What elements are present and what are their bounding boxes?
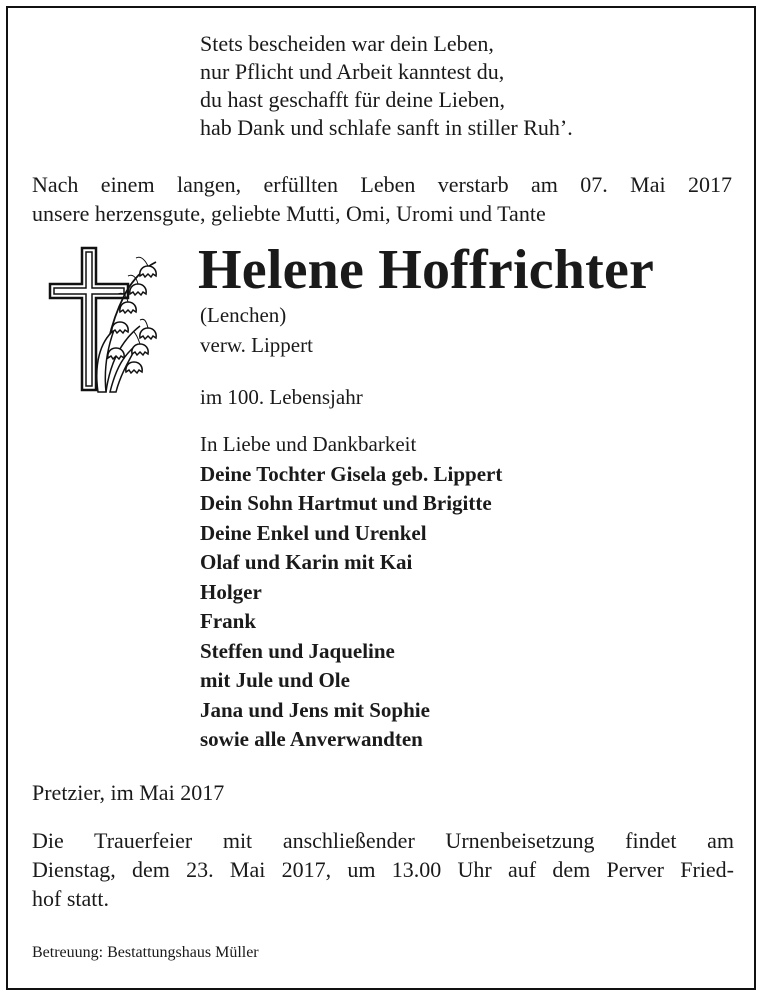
- widowed-name: verw. Lippert: [200, 333, 313, 357]
- mourner-line: Jana und Jens mit Sophie: [200, 697, 430, 722]
- mourner-line: mit Jule und Ole: [200, 668, 350, 692]
- nickname: (Lenchen): [200, 303, 287, 327]
- deceased-name: Helene Hoffrichter: [198, 239, 655, 301]
- deceased-details: [200, 300, 313, 360]
- mourner-line: Olaf und Karin mit Kai: [200, 550, 413, 574]
- mourner-line: Steffen und Jaqueline: [200, 638, 395, 663]
- service-line: Dienstag, dem 23. Mai 2017, um 13.00 Uhr auf dem Perver Fried-: [32, 857, 734, 882]
- mourners-list: [200, 430, 502, 755]
- service-notice: [32, 826, 734, 913]
- mourner-line: sowie alle Anverwandten: [200, 727, 423, 751]
- service-line: Die Trauerfeier mit anschließender Urnenbeisetzung findet am: [32, 828, 734, 853]
- mourner-line: Holger: [200, 579, 262, 604]
- intro-line: Nach einem langen, erfüllten Leben verstarb am 07. Mai 2017: [32, 172, 732, 197]
- place-date: Pretzier, im Mai 2017: [32, 780, 225, 805]
- mourner-line: Deine Tochter Gisela geb. Lippert: [200, 461, 503, 486]
- cross-with-lily-of-the-valley-icon: [44, 244, 172, 394]
- poem: [200, 30, 573, 142]
- poem-line: nur Pflicht und Arbeit kanntest du,: [200, 59, 505, 84]
- mourners-heading: In Liebe und Dankbarkeit: [200, 432, 417, 456]
- intro-line: unsere herzensgute, geliebte Mutti, Omi, Uromi und Tante: [32, 201, 546, 226]
- funeral-home-credit: Betreuung: Bestattungshaus Müller: [32, 944, 259, 961]
- service-line: hof statt.: [32, 886, 109, 911]
- poem-line: du hast geschafft für deine Lieben,: [200, 87, 506, 112]
- poem-line: hab Dank und schlafe sanft in stiller Ruh’.: [200, 115, 573, 140]
- mourner-line: Dein Sohn Hartmut und Brigitte: [200, 491, 492, 515]
- intro-text: [32, 170, 732, 228]
- age: im 100. Lebensjahr: [200, 385, 363, 409]
- mourner-line: Frank: [200, 609, 257, 633]
- poem-line: Stets bescheiden war dein Leben,: [200, 31, 494, 56]
- mourner-line: Deine Enkel und Urenkel: [200, 520, 427, 545]
